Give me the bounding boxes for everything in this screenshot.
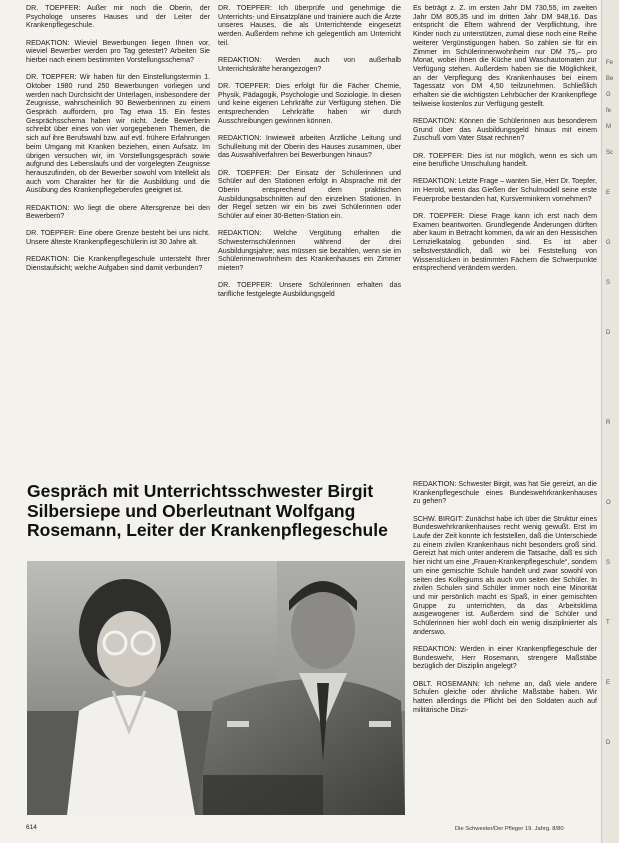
- paragraph: DR. TOEPFER: Außer mir noch die Oberin, der Psychologe unseres Hauses und der Leiter der Krankenpflegeschule.: [26, 4, 210, 30]
- edge-fragment: E: [606, 190, 611, 196]
- edge-fragment: Be: [606, 76, 614, 82]
- article-headline: Gespräch mit Unterrichtsschwester Birgit Silbersiepe und Oberleutnant Wolfgang Rosemann, Leiter der Krankenpflegeschule: [27, 481, 388, 540]
- paragraph: REDAKTION: Inwieweit arbeiten Ärztliche Leitung und Schulleitung mit der Oberin des Hauses zusammen, über das Auswahlverfahren bei Bewerbungen hinaus?: [218, 133, 401, 160]
- paragraph: REDAKTION: Werden auch von außerhalb Unterrichtskräfte herangezogen?: [218, 56, 401, 73]
- paragraph: REDAKTION: Werden in einer Krankenpflegeschule der Bundeswehr, Herr Rosemann, strengere Maßstäbe bezüglich der Disziplin angelegt?: [413, 644, 597, 671]
- paragraph: Es beträgt z. Z. im ersten Jahr DM 730,55, im zweiten Jahr DM 805,35 und im dritten Jahr DM 948,16. Das entspricht die Eltern während der Verpflichtung, ihre Kinder noch zu unterstützen, zumal diese noch eine Reihe weiterer Vergünstigungen haben. So zahlen sie für ein Zimmer im Schülerinnenwohnheim nur DM 75,– pro Monat, wobei ihnen die Küche und Waschautomaten zur Verfügung stehen. Außerdem haben sie die Möglichkeit, an der Verpflegung des Krankenhauses bei einem Tagessatz von DM 4,50 teilzunehmen. Schließlich erhalten sie die wichtigsten Lehrbücher der Krankenpflege teilweise kostenlos zur Verfügung gestellt.: [413, 4, 597, 108]
- edge-fragment: Sc: [606, 150, 614, 156]
- column-3-bottom: [413, 480, 597, 723]
- paragraph: SCHW. BIRGIT: Zunächst habe ich über die Struktur eines Bundeswehrkrankenhauses recht wenig gewußt. Erst im Laufe der Zeit konnte ich feststellen, daß die Unterschiede zu einem zivilen Krankenhaus nicht besonders groß sind. Gereizt hat mich unter anderem die Tatsache, daß es sich hier nicht um eine „Frauen-Krankenpflegeschule“, sondern um eine gemischte Schule handelt und zwar sowohl von seiten des Kollegiums als auch von seiten der Schüler. In zivilen Schulen sind Schüler immer noch eine Minorität und mir persönlich macht es Spaß, in einer gemischten Gruppe zu unterrichten, da das Arbeitsklima ausgewogener ist. Außerdem sind die Schüler und Schülerinnen hier wohl doch ein wenig disziplinierter als anderswo.: [413, 514, 597, 636]
- journal-footer: Die Schwester/Der Pfleger 19. Jahrg. 8/80: [455, 826, 564, 832]
- edge-fragment: M: [606, 124, 611, 130]
- edge-fragment: fe: [606, 108, 612, 114]
- page-number: 614: [26, 824, 37, 831]
- paragraph: REDAKTION: Schwester Birgit, was hat Sie gereizt, an die Krankenpflegeschule eines Bundeswehrkrankenhauses zu gehen?: [413, 480, 597, 506]
- interview-photo: [27, 561, 405, 815]
- edge-fragment: D: [606, 330, 611, 336]
- paragraph: DR. TOEPFER: Der Einsatz der Schülerinnen und Schüler auf den Stationen erfolgt in Absprache mit der Oberin entsprechend dem praktischen Ausbildungsabschnitten auf den einzelnen Stationen. In der Regel setzen wir ein bis zwei Schülerinnen oder Schüler auf einer 30-Betten-Station ein.: [218, 168, 401, 221]
- column-1: [26, 4, 210, 281]
- paragraph: DR. TOEPFER: Ich überprüfe und genehmige die Unterrichts- und Einsatzpläne und trainiere auch die Ärzte unseres Hauses, die als Unterrichtende eingesetzt werden. Außerdem nehme ich gelegentlich am Unterricht teil.: [218, 4, 401, 47]
- edge-fragment: Fe: [606, 60, 614, 66]
- edge-fragment: S: [606, 280, 611, 286]
- paragraph: DR. TOEPFER: Diese Frage kann ich erst nach dem Examen beantworten. Grundlegende Änderungen dürften aber kaum in Betracht kommen, da wir an den Hessischen Lernzielkatalog gebunden sind. Es ist aber selbstverständlich, daß wir bei Feststellung von Wissenslücken in bestimmten Fächern die Schwerpunkte entsprechend verändern werden.: [413, 212, 597, 273]
- edge-fragment: R: [606, 420, 611, 426]
- edge-fragment: G: [606, 92, 611, 98]
- paragraph: OBLT. ROSEMANN: Ich nehme an, daß viele andere Schulen gleiche oder ähnliche Maßstäbe haben. Wir hatten allerdings die Pflicht bei den Soldaten auch auf militärische Diszi-: [413, 679, 597, 714]
- column-3-top: [413, 4, 597, 281]
- paragraph: REDAKTION: Können die Schülerinnen aus besonderem Grund über das Ausbildungsgeld hinaus mit einem Zuschuß vom Vater Staat rechnen?: [413, 116, 597, 143]
- column-2: [218, 4, 401, 307]
- paragraph: REDAKTION: Wieviel Bewerbungen liegen Ihnen vor, wieviel Bewerber werden pro Tag getestet? Arbeiten Sie hierbei nach einem bestimmten Vorstellungsschema?: [26, 38, 210, 65]
- edge-fragment: O: [606, 500, 611, 506]
- paragraph: DR. TOEPFER: Unsere Schülerinnen erhalten das tarifliche festgelegte Ausbildungsgeld: [218, 281, 401, 298]
- paragraph: REDAKTION: Letzte Frage – wanten Sie, Herr Dr. Toepfer, im Herold, wenn das Gießen der Schulmodell seine erste Feuerprobe bestanden hat, Kursverminkern vornehmen?: [413, 177, 597, 203]
- edge-fragment: G: [606, 240, 611, 246]
- edge-fragment: E: [606, 680, 611, 686]
- paragraph: DR. TOEPFER: Wir haben für den Einstellungstermin 1. Oktober 1980 rund 250 Bewerbungen vorliegen und werden nach Durchsicht der Unterlagen, insbesondere der Zeugnisse, wahrscheinlich 90 Bewerberinnen zu einem Gespräch auffordern, pro Tag etwa 15. Ein festes Gesprächsschema haben wir nicht. Jede Bewerberin schreibt über eines von vier vorgegebenen Themen, die sich auf ihre Berufswahl bzw. auf evtl. frühere Erfahrungen beim Umgang mit Kranken beziehen, einen Aufsatz. Im übrigen versuchen wir, im Vorstellungsgespräch sowie aufgrund des Lebenslaufs und der vorgelegten Zeugnisse herauszufinden, ob der Bewerber sowohl vom Intellekt als auch vom Charakter her für die Ausbildung und die Ausübung des Krankenpflegeberufes geeignet ist.: [26, 73, 210, 195]
- edge-fragment: S: [606, 560, 611, 566]
- edge-fragment: D: [606, 740, 611, 746]
- adjacent-page-edge: [601, 0, 619, 843]
- paragraph: REDAKTION: Wo liegt die obere Altersgrenze bei den Bewerbern?: [26, 203, 210, 221]
- paragraph: DR. TOEPFER: Dies erfolgt für die Fächer Chemie, Physik, Pädagogik, Psychologie und Soziologie. In diesen und keine eigenen Lehrkräfte zur Verfügung stehen. Die entsprechenden Lehrkräfte haben wir durch Ausschreibungen gewinnen können.: [218, 81, 401, 125]
- paragraph: DR. TOEPFER: Eine obere Grenze besteht bei uns nicht. Unsere älteste Krankenpflegeschülerin ist 30 Jahre alt.: [26, 229, 210, 247]
- paragraph: REDAKTION: Welche Vergütung erhalten die Schwesternschülerinnen während der drei Ausbildungsjahre; was müssen sie bezahlen, wenn sie im Schülerinnenwohnheim des Krankenhauses ein Zimmer mieten?: [218, 229, 401, 273]
- edge-fragment: T: [606, 620, 610, 626]
- paragraph: REDAKTION: Die Krankenpflegeschule untersteht Ihrer Dienstaufsicht; welche Aufgaben sind damit verbunden?: [26, 255, 210, 273]
- paragraph: DR. TOEPFER: Dies ist nur möglich, wenn es sich um eine berufliche Umschulung handelt.: [413, 151, 597, 169]
